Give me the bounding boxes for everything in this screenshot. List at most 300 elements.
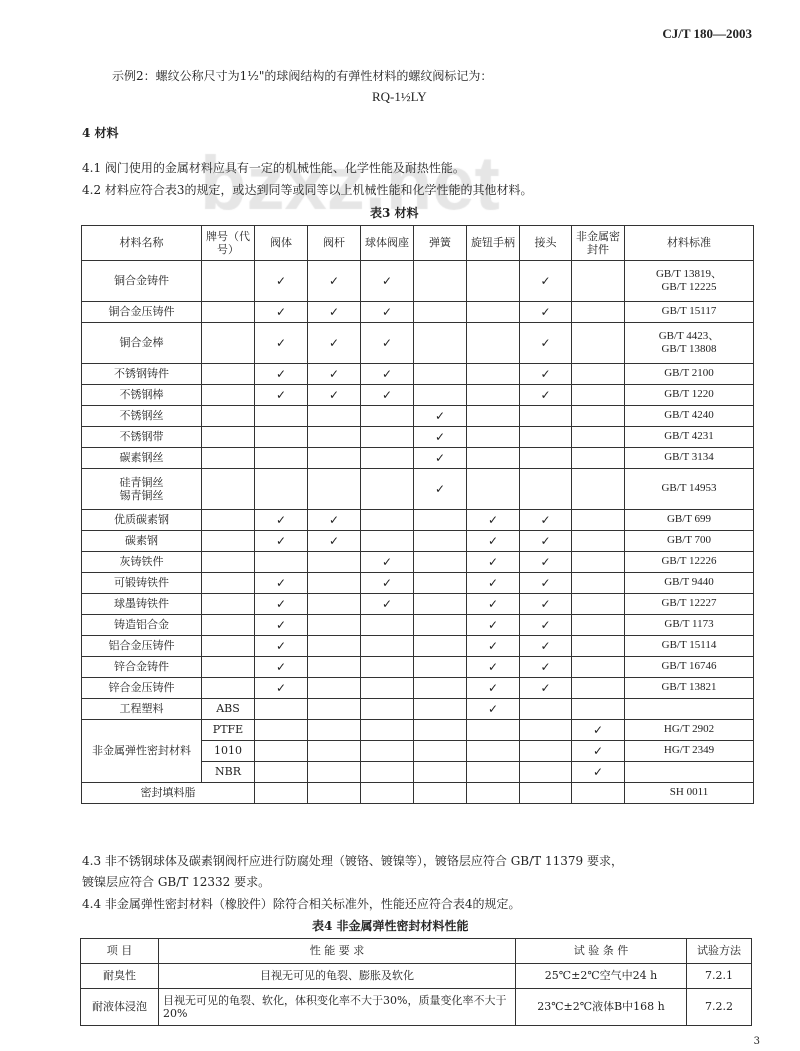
usage-cell [572,783,625,804]
header-cell: 材料标准 [625,226,754,261]
header-cell: 球体阀座 [361,226,414,261]
usage-cell [361,385,414,406]
usage-cell [467,720,520,741]
usage-cell [308,261,361,302]
check-icon: ✓ [275,512,287,527]
usage-cell [467,699,520,720]
material-code [202,323,255,364]
header-cell: 试 验 条 件 [516,939,687,964]
material-name [82,469,202,510]
usage-cell [572,531,625,552]
table-cell: 耐液体浸泡 [81,989,159,1026]
check-icon: ✓ [540,512,551,527]
usage-cell [467,531,520,552]
check-icon: ✓ [540,366,551,381]
usage-cell [361,699,414,720]
check-icon: ✓ [434,429,446,444]
usage-cell [361,636,414,657]
usage-cell [520,636,572,657]
usage-cell [308,448,361,469]
material-name-text: 碳素钢丝 [119,451,164,465]
material-name-text: 优质碳素钢 [114,513,169,527]
usage-cell [572,720,625,741]
usage-cell [414,531,467,552]
check-icon: ✓ [275,617,287,632]
usage-cell [255,406,308,427]
usage-cell [255,573,308,594]
usage-cell [308,573,361,594]
seal-performance-table [80,938,752,1026]
material-name-text: 铜合金压铸件 [108,305,175,319]
usage-cell [308,720,361,741]
check-icon: ✓ [328,273,340,288]
material-name-text: 铜合金铸件 [114,274,169,288]
check-icon: ✓ [487,617,499,632]
table-row [82,678,754,699]
material-name [82,406,202,427]
para-4-4: 4.4 非金属弹性密封材料（橡胶件）除符合相关标准外，性能还应符合表4的规定。 [82,897,521,911]
usage-cell [572,406,625,427]
material-name-text: 不锈钢棒 [119,388,164,402]
material-standard: GB/T 15117 [625,302,754,323]
usage-cell [520,510,572,531]
material-name [82,323,202,364]
check-icon: ✓ [487,638,499,653]
check-icon: ✓ [487,596,499,611]
material-code: PTFE [202,720,255,741]
header-cell: 试验方法 [687,939,752,964]
header-cell: 项 目 [81,939,159,964]
table-row [82,364,754,385]
usage-cell [414,573,467,594]
usage-cell [255,323,308,364]
usage-cell [414,448,467,469]
material-standard: GB/T 14953 [625,469,754,510]
usage-cell [520,406,572,427]
material-name-text: 锡青铜丝 [119,489,164,502]
usage-cell [520,469,572,510]
usage-cell [414,720,467,741]
usage-cell [520,531,572,552]
usage-cell [308,615,361,636]
table4-caption: 表4 非金属弹性密封材料性能 [312,919,469,933]
table3-caption: 表3 材料 [370,206,419,220]
usage-cell [361,552,414,573]
material-name-text: 铸造铝合金 [114,618,169,632]
usage-cell [467,364,520,385]
example-text: 示例2：螺纹公称尺寸为1½"的球阀结构的有弹性材料的螺纹阀标记为： [112,69,493,83]
header-cell: 材料名称 [82,226,202,261]
usage-cell [308,762,361,783]
usage-cell [361,531,414,552]
usage-cell [414,302,467,323]
check-icon: ✓ [487,554,499,569]
table-row [81,964,752,989]
usage-cell [520,657,572,678]
check-icon: ✓ [275,387,287,402]
usage-cell [467,385,520,406]
material-standard: GB/T 9440 [625,573,754,594]
usage-cell [255,385,308,406]
material-name [82,510,202,531]
check-icon: ✓ [434,481,446,496]
table-row [82,552,754,573]
usage-cell [520,615,572,636]
material-code [202,385,255,406]
check-icon: ✓ [540,304,551,319]
material-standard: GB/T 13821 [625,678,754,699]
usage-cell [308,406,361,427]
material-standard: GB/T 15114 [625,636,754,657]
material-name [82,657,202,678]
usage-cell [572,323,625,364]
table-row [82,261,754,302]
material-name-text: 铜合金棒 [119,336,164,350]
standard-text: GB/T 13808 [661,343,717,355]
usage-cell [467,302,520,323]
material-standard [625,699,754,720]
usage-cell [520,720,572,741]
table-row [82,594,754,615]
usage-cell [361,783,414,804]
table-row [82,510,754,531]
check-icon: ✓ [381,366,393,381]
check-icon: ✓ [540,533,551,548]
usage-cell [572,385,625,406]
header-cell: 接头 [520,226,572,261]
check-icon: ✓ [275,638,287,653]
usage-cell [308,510,361,531]
usage-cell [467,573,520,594]
usage-cell [572,762,625,783]
usage-cell [467,678,520,699]
check-icon: ✓ [328,304,340,319]
check-icon: ✓ [381,335,393,350]
usage-cell [520,323,572,364]
material-standard: GB/T 3134 [625,448,754,469]
usage-cell [572,741,625,762]
usage-cell [572,510,625,531]
check-icon: ✓ [487,659,499,674]
table-row [82,783,754,804]
check-icon: ✓ [540,387,551,402]
check-icon: ✓ [275,304,287,319]
usage-cell [361,720,414,741]
usage-cell [308,594,361,615]
usage-cell [414,323,467,364]
check-icon: ✓ [275,575,287,590]
header-cell: 牌号（代号） [202,226,255,261]
material-name [82,573,202,594]
usage-cell [308,427,361,448]
usage-cell [467,448,520,469]
usage-cell [414,469,467,510]
material-code [202,552,255,573]
table-row [82,427,754,448]
usage-cell [308,302,361,323]
material-name [82,699,202,720]
material-standard [625,323,754,364]
usage-cell [414,427,467,448]
usage-cell [467,510,520,531]
usage-cell [520,364,572,385]
table-row [82,385,754,406]
table-cell: 7.2.2 [687,989,752,1026]
usage-cell [308,657,361,678]
material-code [202,594,255,615]
material-name [82,615,202,636]
usage-cell [414,783,467,804]
usage-cell [572,427,625,448]
usage-cell [308,783,361,804]
usage-cell [520,741,572,762]
para-4-1: 4.1 阀门使用的金属材料应具有一定的机械性能、化学性能及耐热性能。 [82,161,465,175]
material-name [82,636,202,657]
usage-cell [414,615,467,636]
usage-cell [308,469,361,510]
material-name [82,364,202,385]
usage-cell [572,594,625,615]
example-code: RQ-1½LY [372,89,427,104]
material-name [82,678,202,699]
usage-cell [572,615,625,636]
usage-cell [255,720,308,741]
check-icon: ✓ [275,335,287,350]
material-name [82,261,202,302]
usage-cell [414,406,467,427]
usage-cell [308,741,361,762]
check-icon: ✓ [381,387,393,402]
usage-cell [255,302,308,323]
usage-cell [308,385,361,406]
usage-cell [255,678,308,699]
usage-cell [255,741,308,762]
table-row [82,448,754,469]
usage-cell [572,699,625,720]
usage-cell [414,762,467,783]
header-cell: 阀体 [255,226,308,261]
usage-cell [467,323,520,364]
usage-cell [572,573,625,594]
usage-cell [467,615,520,636]
usage-cell [361,762,414,783]
usage-cell [414,741,467,762]
usage-cell [572,364,625,385]
material-code [202,364,255,385]
usage-cell [572,469,625,510]
usage-cell [414,261,467,302]
table-row [81,989,752,1026]
check-icon: ✓ [275,680,287,695]
material-name-text: 工程塑料 [119,702,164,716]
table-row [82,531,754,552]
check-icon: ✓ [540,273,551,288]
usage-cell [308,699,361,720]
material-standard: GB/T 4231 [625,427,754,448]
usage-cell [414,364,467,385]
usage-cell [467,783,520,804]
usage-cell [255,364,308,385]
check-icon: ✓ [275,273,287,288]
para-4-3: 4.3 非不锈钢球体及碳素钢阀杆应进行防腐处理（镀铬、镀镍等），镀铬层应符合 GB/T 11379 要求， [82,854,623,868]
section-4-title: 4 材料 [82,126,119,140]
material-code: ABS [202,699,255,720]
usage-cell [361,427,414,448]
usage-cell [255,261,308,302]
material-standard: GB/T 12227 [625,594,754,615]
usage-cell [255,657,308,678]
usage-cell [361,364,414,385]
material-code [202,406,255,427]
standard-text: GB/T 13819、 [655,267,723,280]
usage-cell [361,615,414,636]
material-standard: GB/T 1173 [625,615,754,636]
check-icon: ✓ [381,554,393,569]
check-icon: ✓ [328,335,340,350]
usage-cell [255,531,308,552]
usage-cell [467,657,520,678]
check-icon: ✓ [275,533,287,548]
header-cell: 弹簧 [414,226,467,261]
material-name [82,783,255,804]
usage-cell [308,531,361,552]
table-row [82,302,754,323]
usage-cell [467,406,520,427]
check-icon: ✓ [275,366,287,381]
material-name-text: 球墨铸铁件 [114,597,169,611]
material-standard: HG/T 2902 [625,720,754,741]
check-icon: ✓ [592,743,604,758]
material-standard: GB/T 4240 [625,406,754,427]
usage-cell [361,573,414,594]
usage-cell [361,323,414,364]
usage-cell [520,573,572,594]
usage-cell [572,678,625,699]
usage-cell [467,594,520,615]
material-name-text: 锌合金铸件 [114,660,169,674]
material-code [202,469,255,510]
check-icon: ✓ [540,638,551,653]
usage-cell [255,510,308,531]
material-name-text: 可锻铸铁件 [114,576,169,590]
usage-cell [467,427,520,448]
check-icon: ✓ [592,722,604,737]
table-cell: 耐臭性 [81,964,159,989]
usage-cell [361,741,414,762]
usage-cell [572,302,625,323]
usage-cell [520,302,572,323]
material-name [82,302,202,323]
table-row [82,699,754,720]
para-4-2: 4.2 材料应符合表3的规定，或达到同等或同等以上机械性能和化学性能的其他材料。 [82,183,533,197]
material-name-text: 铝合金压铸件 [108,639,175,653]
usage-cell [520,552,572,573]
material-code: 1010 [202,741,255,762]
check-icon: ✓ [275,659,287,674]
material-name-text: 硅青铜丝 [119,475,164,489]
material-name-text: 碳素钢 [125,534,158,548]
usage-cell [255,552,308,573]
usage-cell [520,762,572,783]
usage-cell [361,406,414,427]
usage-cell [467,636,520,657]
material-name [82,427,202,448]
usage-cell [255,762,308,783]
usage-cell [255,636,308,657]
usage-cell [308,364,361,385]
material-name [82,552,202,573]
material-name [82,720,202,783]
table-row [82,636,754,657]
usage-cell [520,261,572,302]
material-standard [625,261,754,302]
usage-cell [467,552,520,573]
header-cell: 阀杆 [308,226,361,261]
check-icon: ✓ [381,273,393,288]
usage-cell [361,302,414,323]
para-4-3-cont: 镀镍层应符合 GB/T 12332 要求。 [82,875,271,889]
material-code [202,678,255,699]
material-code [202,302,255,323]
material-name-text: 不锈钢带 [119,430,164,444]
material-code [202,573,255,594]
material-name [82,385,202,406]
table-header-row [81,939,752,964]
usage-cell [414,636,467,657]
usage-cell [308,678,361,699]
usage-cell [361,261,414,302]
material-code: NBR [202,762,255,783]
material-name [82,531,202,552]
usage-cell [414,510,467,531]
usage-cell [414,678,467,699]
check-icon: ✓ [328,366,340,381]
check-icon: ✓ [381,304,393,319]
usage-cell [520,783,572,804]
usage-cell [414,385,467,406]
material-name-text: 灰铸铁件 [119,555,164,569]
usage-cell [467,762,520,783]
material-standard: GB/T 1220 [625,385,754,406]
usage-cell [467,261,520,302]
table-row [82,323,754,364]
usage-cell [467,741,520,762]
material-name-text: 非金属弹性密封材料 [92,744,191,758]
usage-cell [467,469,520,510]
usage-cell [520,448,572,469]
usage-cell [520,699,572,720]
usage-cell [572,448,625,469]
table-cell: 目视无可见的龟裂、软化，体积变化率不大于30%，质量变化率不大于20% [159,989,516,1026]
check-icon: ✓ [540,596,551,611]
table-row [82,406,754,427]
check-icon: ✓ [381,575,393,590]
check-icon: ✓ [540,575,551,590]
check-icon: ✓ [540,659,551,674]
check-icon: ✓ [487,575,499,590]
table-cell: 25℃±2℃空气中24 h [516,964,687,989]
usage-cell [255,783,308,804]
material-code [202,657,255,678]
material-code [202,427,255,448]
usage-cell [361,594,414,615]
table-row [82,469,754,510]
usage-cell [255,615,308,636]
usage-cell [308,323,361,364]
check-icon: ✓ [540,554,551,569]
check-icon: ✓ [434,450,446,465]
standard-text: GB/T 4423、 [658,329,720,342]
